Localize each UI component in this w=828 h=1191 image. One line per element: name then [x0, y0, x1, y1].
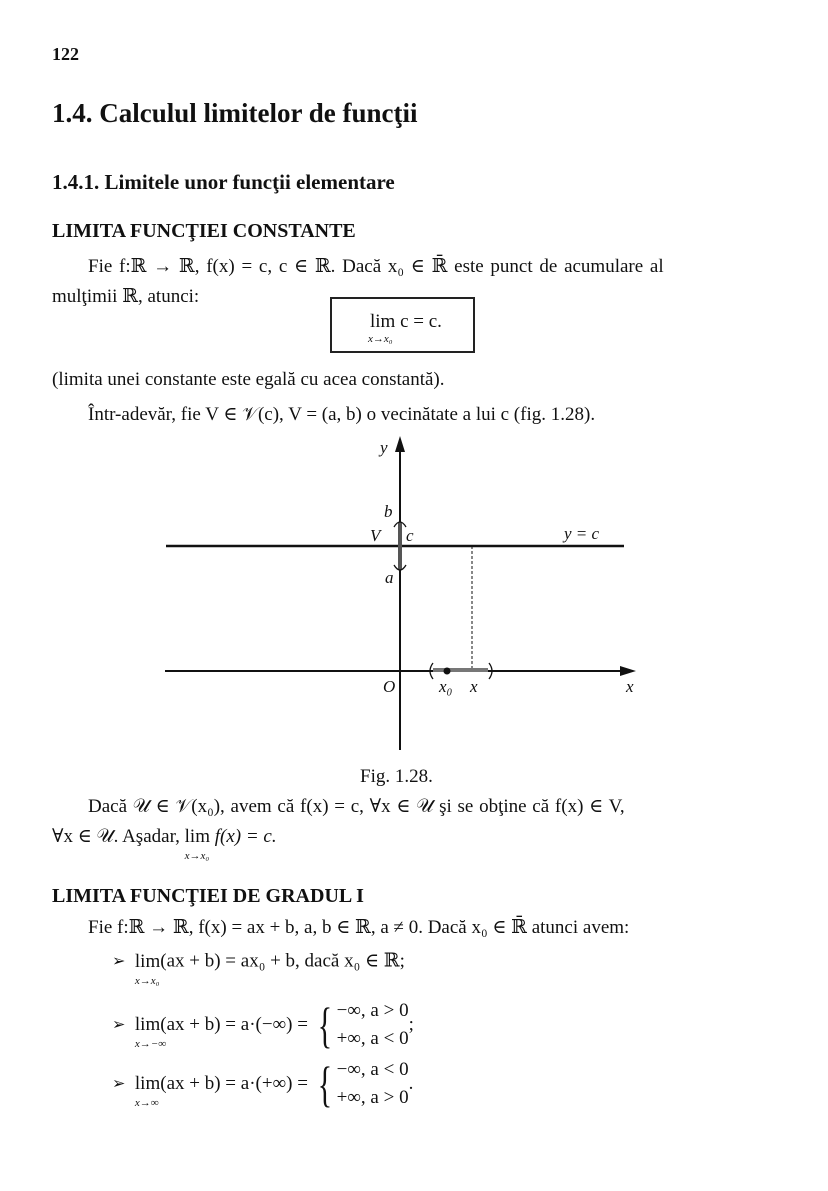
- case: +∞, a > 0: [336, 1087, 409, 1108]
- end-punct: ;: [408, 1014, 414, 1035]
- figure-caption: Fig. 1.28.: [360, 766, 433, 787]
- paragraph-line: (limita unei constante este egală cu acea constantă).: [52, 369, 445, 390]
- lim: lim: [134, 950, 161, 972]
- label-b: b: [384, 502, 393, 521]
- arrowhead-bullet-icon: ➢: [112, 953, 126, 970]
- case: −∞, a > 0: [336, 1000, 409, 1021]
- case: +∞, a < 0: [336, 1028, 409, 1049]
- label-a: a: [385, 568, 394, 587]
- arrowhead-bullet-icon: ➢: [112, 1016, 126, 1034]
- list-item: [112, 1056, 413, 1112]
- label-x: x: [470, 677, 478, 696]
- page-number: 122: [52, 44, 79, 64]
- brace: {: [317, 997, 332, 1053]
- subsection-title: 1.4.1. Limitele unor funcţii elementare: [52, 170, 395, 194]
- paragraph-line: Fie f:ℝ → ℝ, f(x) = ax + b, a, b ∈ ℝ, a ≠ 0. Dacă x₀ ∈ ℝ̄ atunci avem:: [88, 917, 630, 938]
- paragraph-line: Dacă 𝒰 ∈ 𝒱(x₀), avem că f(x) = c, ∀x ∈ 𝒰 şi se obţine că f(x) ∈ V,: [88, 796, 625, 817]
- lim-subscript: x→x₀: [184, 850, 210, 862]
- section-title: 1.4. Calculul limitelor de funcţii: [52, 98, 418, 128]
- y-axis-arrow: [395, 436, 405, 452]
- formula-lim: lim c = c.: [370, 311, 442, 332]
- lim: lim: [134, 1073, 161, 1094]
- label-V: V: [370, 526, 381, 545]
- heading-constant-function: LIMITA FUNCŢIEI CONSTANTE: [52, 220, 356, 242]
- case: −∞, a < 0: [336, 1059, 409, 1080]
- end-punct: .: [408, 1073, 414, 1094]
- heading-linear-function: LIMITA FUNCŢIEI DE GRADUL I: [52, 885, 364, 907]
- text: f(x) = c.: [214, 826, 277, 847]
- label-c: c: [406, 526, 414, 545]
- expression: (ax + b) = a·(+∞) =: [160, 1073, 308, 1094]
- brace: {: [317, 1056, 332, 1112]
- label-x-axis: x: [626, 677, 634, 696]
- expression: (ax + b) = a·(−∞) =: [160, 1014, 308, 1035]
- label-origin: O: [383, 677, 396, 696]
- paragraph-line: mulţimii ℝ, atunci:: [52, 286, 200, 307]
- paragraph-line: [52, 826, 277, 862]
- paragraph-line: Într-adevăr, fie V ∈ 𝒱(c), V = (a, b) o vecinătate a lui c (fig. 1.28).: [88, 404, 596, 425]
- expression: (ax + b) = ax₀ + b, dacă x₀ ∈ ℝ;: [160, 950, 405, 972]
- lim-subscript: x→−∞: [134, 1038, 167, 1050]
- label-y-equals-c: y = c: [564, 524, 600, 543]
- lim: lim: [184, 826, 210, 847]
- paragraph-line: Fie f:ℝ → ℝ, f(x) = c, c ∈ ℝ. Dacă x₀ ∈ ℝ̄ este punct de acumulare al: [88, 256, 664, 277]
- label-y: y: [380, 438, 388, 457]
- lim-subscript: x→∞: [134, 1097, 159, 1109]
- lim: lim: [134, 1014, 161, 1035]
- label-x0: x₀: [439, 677, 453, 696]
- text: ∀x ∈ 𝒰. Aşadar,: [52, 826, 180, 847]
- lim-subscript: x→x₀: [134, 974, 160, 987]
- list-item: [112, 997, 414, 1053]
- point-x0: [444, 668, 451, 675]
- list-item: [112, 950, 405, 987]
- formula-subscript: x→x₀: [368, 333, 393, 345]
- x-axis-arrow: [620, 666, 636, 676]
- arrowhead-bullet-icon: ➢: [112, 1075, 126, 1093]
